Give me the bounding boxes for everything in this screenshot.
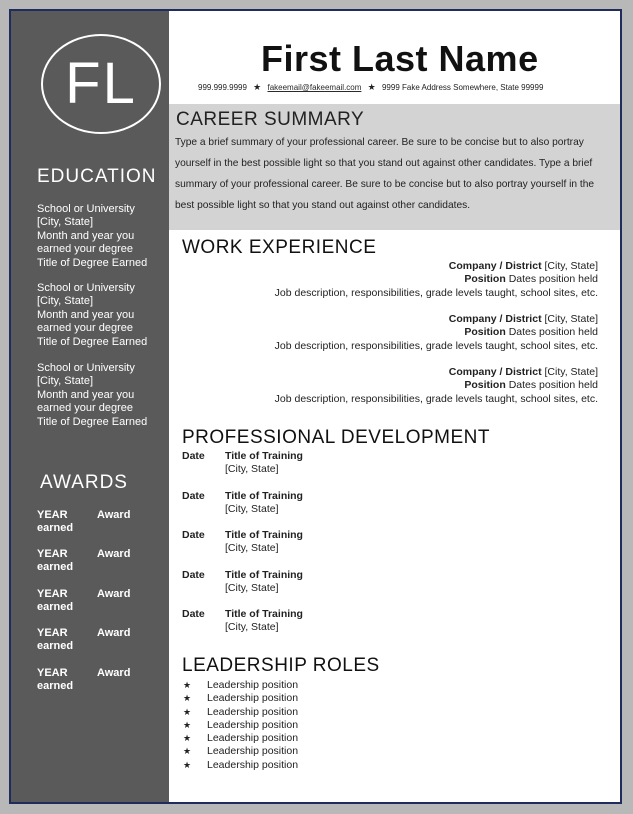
training-title: Title of Training [225, 569, 303, 581]
job-dates: Dates position held [508, 326, 598, 339]
job-position: Position [464, 273, 506, 286]
education-degree: Title of Degree Earned [37, 256, 148, 269]
training-location: [City, State] [225, 582, 279, 594]
leadership-position: Leadership position [207, 745, 299, 758]
phone-number: 999.999.9999 [198, 83, 247, 92]
star-bullet-icon: ★ [183, 680, 192, 690]
job-dates: Dates position held [508, 379, 598, 392]
award-year: earned [37, 522, 74, 535]
education-entry [37, 203, 167, 270]
leadership-roles-heading: LEADERSHIP ROLES [182, 655, 380, 676]
education-heading: EDUCATION [37, 166, 157, 187]
training-date: Date [182, 529, 205, 541]
star-bullet-icon: ★ [183, 746, 192, 757]
job-description: Job description, responsibilities, grade levels taught, school sites, etc. [274, 339, 598, 352]
education-location: [City, State] [37, 375, 94, 388]
job-company: Company / District [448, 313, 542, 325]
award-year: YEAR [37, 548, 68, 560]
star-icon: ★ [253, 82, 262, 92]
career-summary-text: Type a brief summary of your professional career. Be sure to be concise but to also portray yourself in the best possible light so that you stand out against other candidates. Type a brief summary of your professional career. Be sure to be concise but to also portray yourself in the best possible light so that you stand out against other candidates. [175, 137, 595, 211]
leadership-position: Leadership position [207, 679, 299, 691]
sidebar [11, 11, 169, 802]
job-description: Job description, responsibilities, grade levels taught, school sites, etc. [274, 286, 598, 299]
star-icon: ★ [367, 82, 376, 92]
awards-heading: AWARDS [40, 472, 128, 493]
leadership-position: Leadership position [207, 758, 299, 771]
work-experience-heading: WORK EXPERIENCE [182, 237, 377, 258]
job-company-location: [City, State] [544, 366, 598, 378]
job-position: Position [464, 326, 506, 339]
education-date: earned your degree [37, 402, 134, 415]
education-location: [City, State] [37, 216, 94, 229]
candidate-name: First Last Name [261, 38, 539, 79]
job-entry [218, 313, 598, 353]
award-year: YEAR [37, 588, 68, 600]
award-year: earned [37, 601, 74, 614]
leadership-position: Leadership position [207, 732, 299, 745]
job-company-location: [City, State] [544, 260, 598, 272]
training-date: Date [182, 450, 205, 462]
leadership-position: Leadership position [207, 692, 299, 705]
leadership-position: Leadership position [207, 705, 299, 718]
education-date: Month and year you [37, 308, 135, 321]
award-name: Award [97, 627, 131, 639]
training-title: Title of Training [225, 529, 303, 541]
award-name: Award [97, 588, 131, 600]
education-date: earned your degree [37, 322, 134, 335]
award-name: Award [97, 667, 131, 679]
education-school: School or University [37, 362, 135, 374]
training-location: [City, State] [225, 621, 279, 633]
contact-line [198, 82, 543, 93]
award-name: Award [97, 548, 131, 560]
monogram-circle: FL [41, 34, 161, 134]
education-date: Month and year you [37, 388, 135, 401]
award-year: earned [37, 640, 74, 653]
education-degree: Title of Degree Earned [37, 335, 148, 348]
job-company: Company / District [448, 366, 542, 378]
training-location: [City, State] [225, 503, 279, 515]
training-date: Date [182, 490, 205, 502]
education-entry [37, 282, 167, 349]
education-location: [City, State] [37, 295, 94, 308]
job-entry [218, 260, 598, 300]
education-date: earned your degree [37, 243, 134, 256]
award-year: YEAR [37, 627, 68, 639]
training-title: Title of Training [225, 450, 303, 462]
education-date: Month and year you [37, 229, 135, 242]
resume-page [9, 9, 622, 804]
training-location: [City, State] [225, 542, 279, 554]
education-degree: Title of Degree Earned [37, 415, 148, 428]
career-summary-heading: CAREER SUMMARY [176, 109, 365, 130]
job-entry [218, 366, 598, 406]
email-link[interactable]: fakeemail@fakeemail.com [267, 83, 362, 92]
career-summary-section [169, 104, 622, 230]
education-entry [37, 362, 167, 429]
award-year: earned [37, 680, 74, 693]
award-name: Award [97, 509, 131, 521]
star-bullet-icon: ★ [183, 759, 192, 770]
professional-development-heading: PROFESSIONAL DEVELOPMENT [182, 427, 490, 448]
award-year: YEAR [37, 667, 68, 679]
award-year: earned [37, 561, 74, 574]
training-date: Date [182, 608, 205, 620]
star-bullet-icon: ★ [183, 706, 192, 717]
job-company: Company / District [448, 260, 542, 272]
star-bullet-icon: ★ [183, 733, 192, 744]
star-bullet-icon: ★ [183, 693, 192, 704]
job-description: Job description, responsibilities, grade levels taught, school sites, etc. [274, 392, 598, 405]
job-company-location: [City, State] [544, 313, 598, 325]
award-year: YEAR [37, 509, 68, 521]
leadership-position: Leadership position [207, 718, 299, 731]
training-date: Date [182, 569, 205, 581]
training-title: Title of Training [225, 608, 303, 620]
star-bullet-icon: ★ [183, 719, 192, 730]
job-position: Position [464, 379, 506, 392]
education-school: School or University [37, 203, 135, 215]
education-school: School or University [37, 282, 135, 294]
training-title: Title of Training [225, 490, 303, 502]
training-location: [City, State] [225, 463, 279, 475]
job-dates: Dates position held [508, 273, 598, 286]
address: 9999 Fake Address Somewhere, State 99999 [381, 83, 544, 92]
